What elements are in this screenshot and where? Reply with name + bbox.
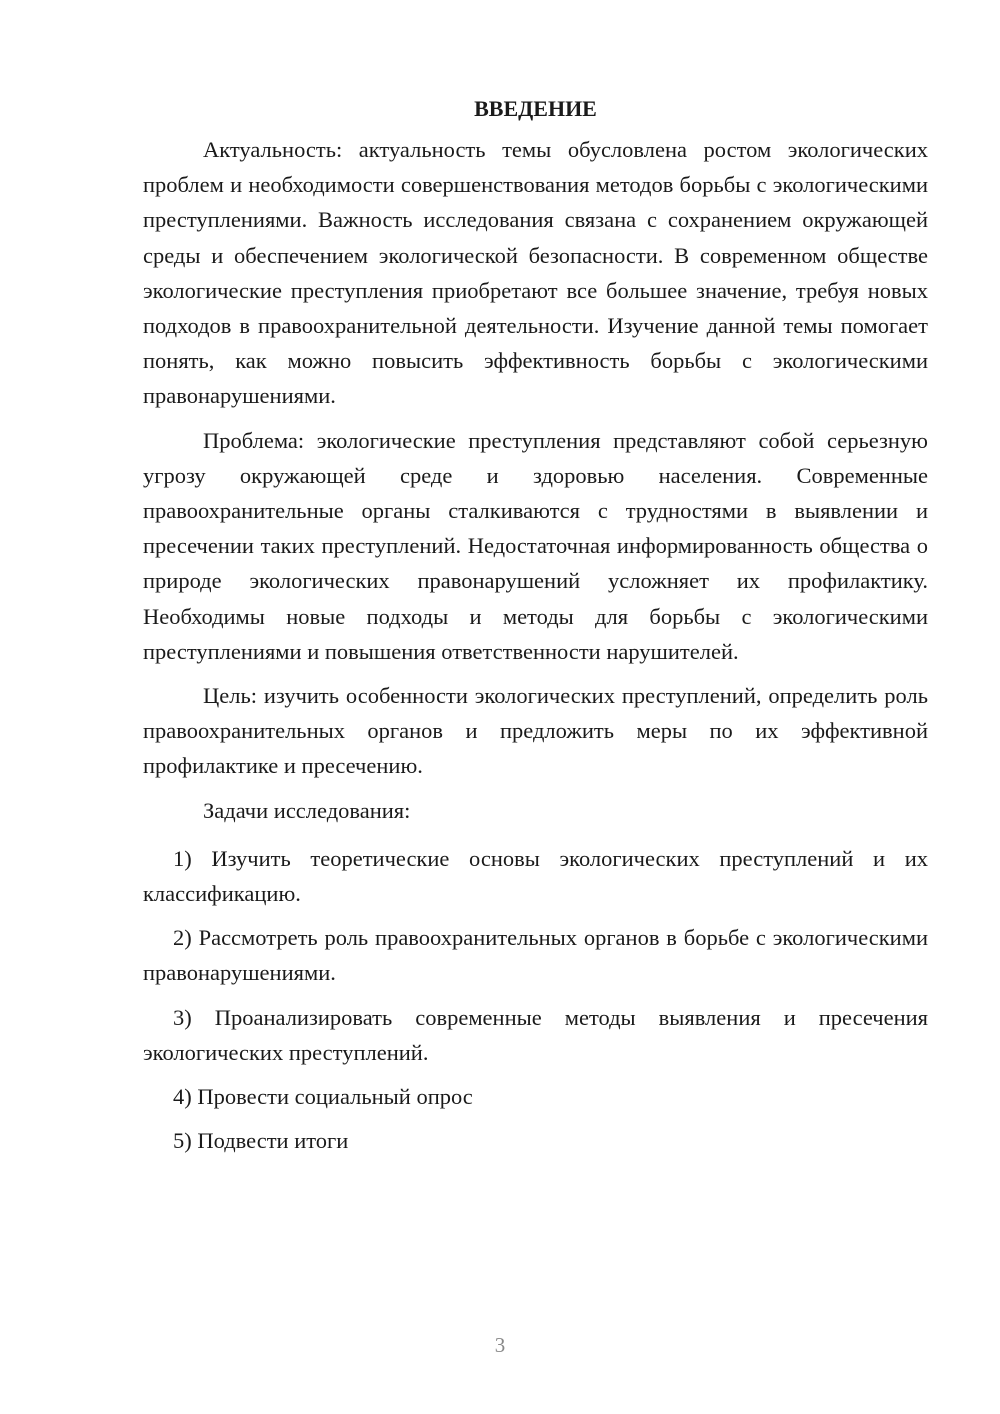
page-number: 3 [494, 1333, 506, 1357]
paragraph-relevance: Актуальность: актуальность темы обусловлена ростом экологических проблем и необходимости совершенствования методов борьбы с экологическими преступлениями. Важность исследования связана с сохранением окружающей среды и обеспечением экологической безопасности. В современном обществе экологические преступления приобретают все большее значение, требуя новых подходов в правоохранительной деятельности. Изучение данной темы помогает понять, как можно повысить эффективность борьбы с экологическими правонарушениями. [143, 137, 928, 409]
task-item-5: 5) Подвести итоги [173, 1128, 349, 1154]
paragraph-goal: Цель: изучить особенности экологических преступлений, определить роль правоохранительных органов и предложить меры по их эффективной профилактике и пресечению. [143, 683, 928, 779]
section-heading: ВВЕДЕНИЕ [474, 96, 597, 121]
task-item-4: 4) Провести социальный опрос [173, 1084, 473, 1110]
task-item-1: 1) Изучить теоретические основы экологических преступлений и их классификацию. [143, 845, 928, 907]
task-item-3: 3) Проанализировать современные методы выявления и пресечения экологических преступлений. [143, 1004, 928, 1065]
tasks-intro: Задачи исследования: [203, 797, 411, 823]
tasks-list [143, 841, 928, 1159]
document-page [143, 92, 928, 1167]
paragraph-problem: Проблема: экологические преступления представляют собой серьезную угрозу окружающей среде и здоровью населения. Современные правоохранительные органы сталкиваются с трудностями в выявлении и пресечении таких преступлений. Недостаточная информированность общества о природе экологических правонарушений усложняет их профилактику. Необходимы новые подходы и методы для борьбы с экологическими преступлениями и повышения ответственности нарушителей. [143, 427, 928, 664]
task-item-2: 2) Рассмотреть роль правоохранительных органов в борьбе с экологическими правонарушениями. [143, 925, 928, 986]
